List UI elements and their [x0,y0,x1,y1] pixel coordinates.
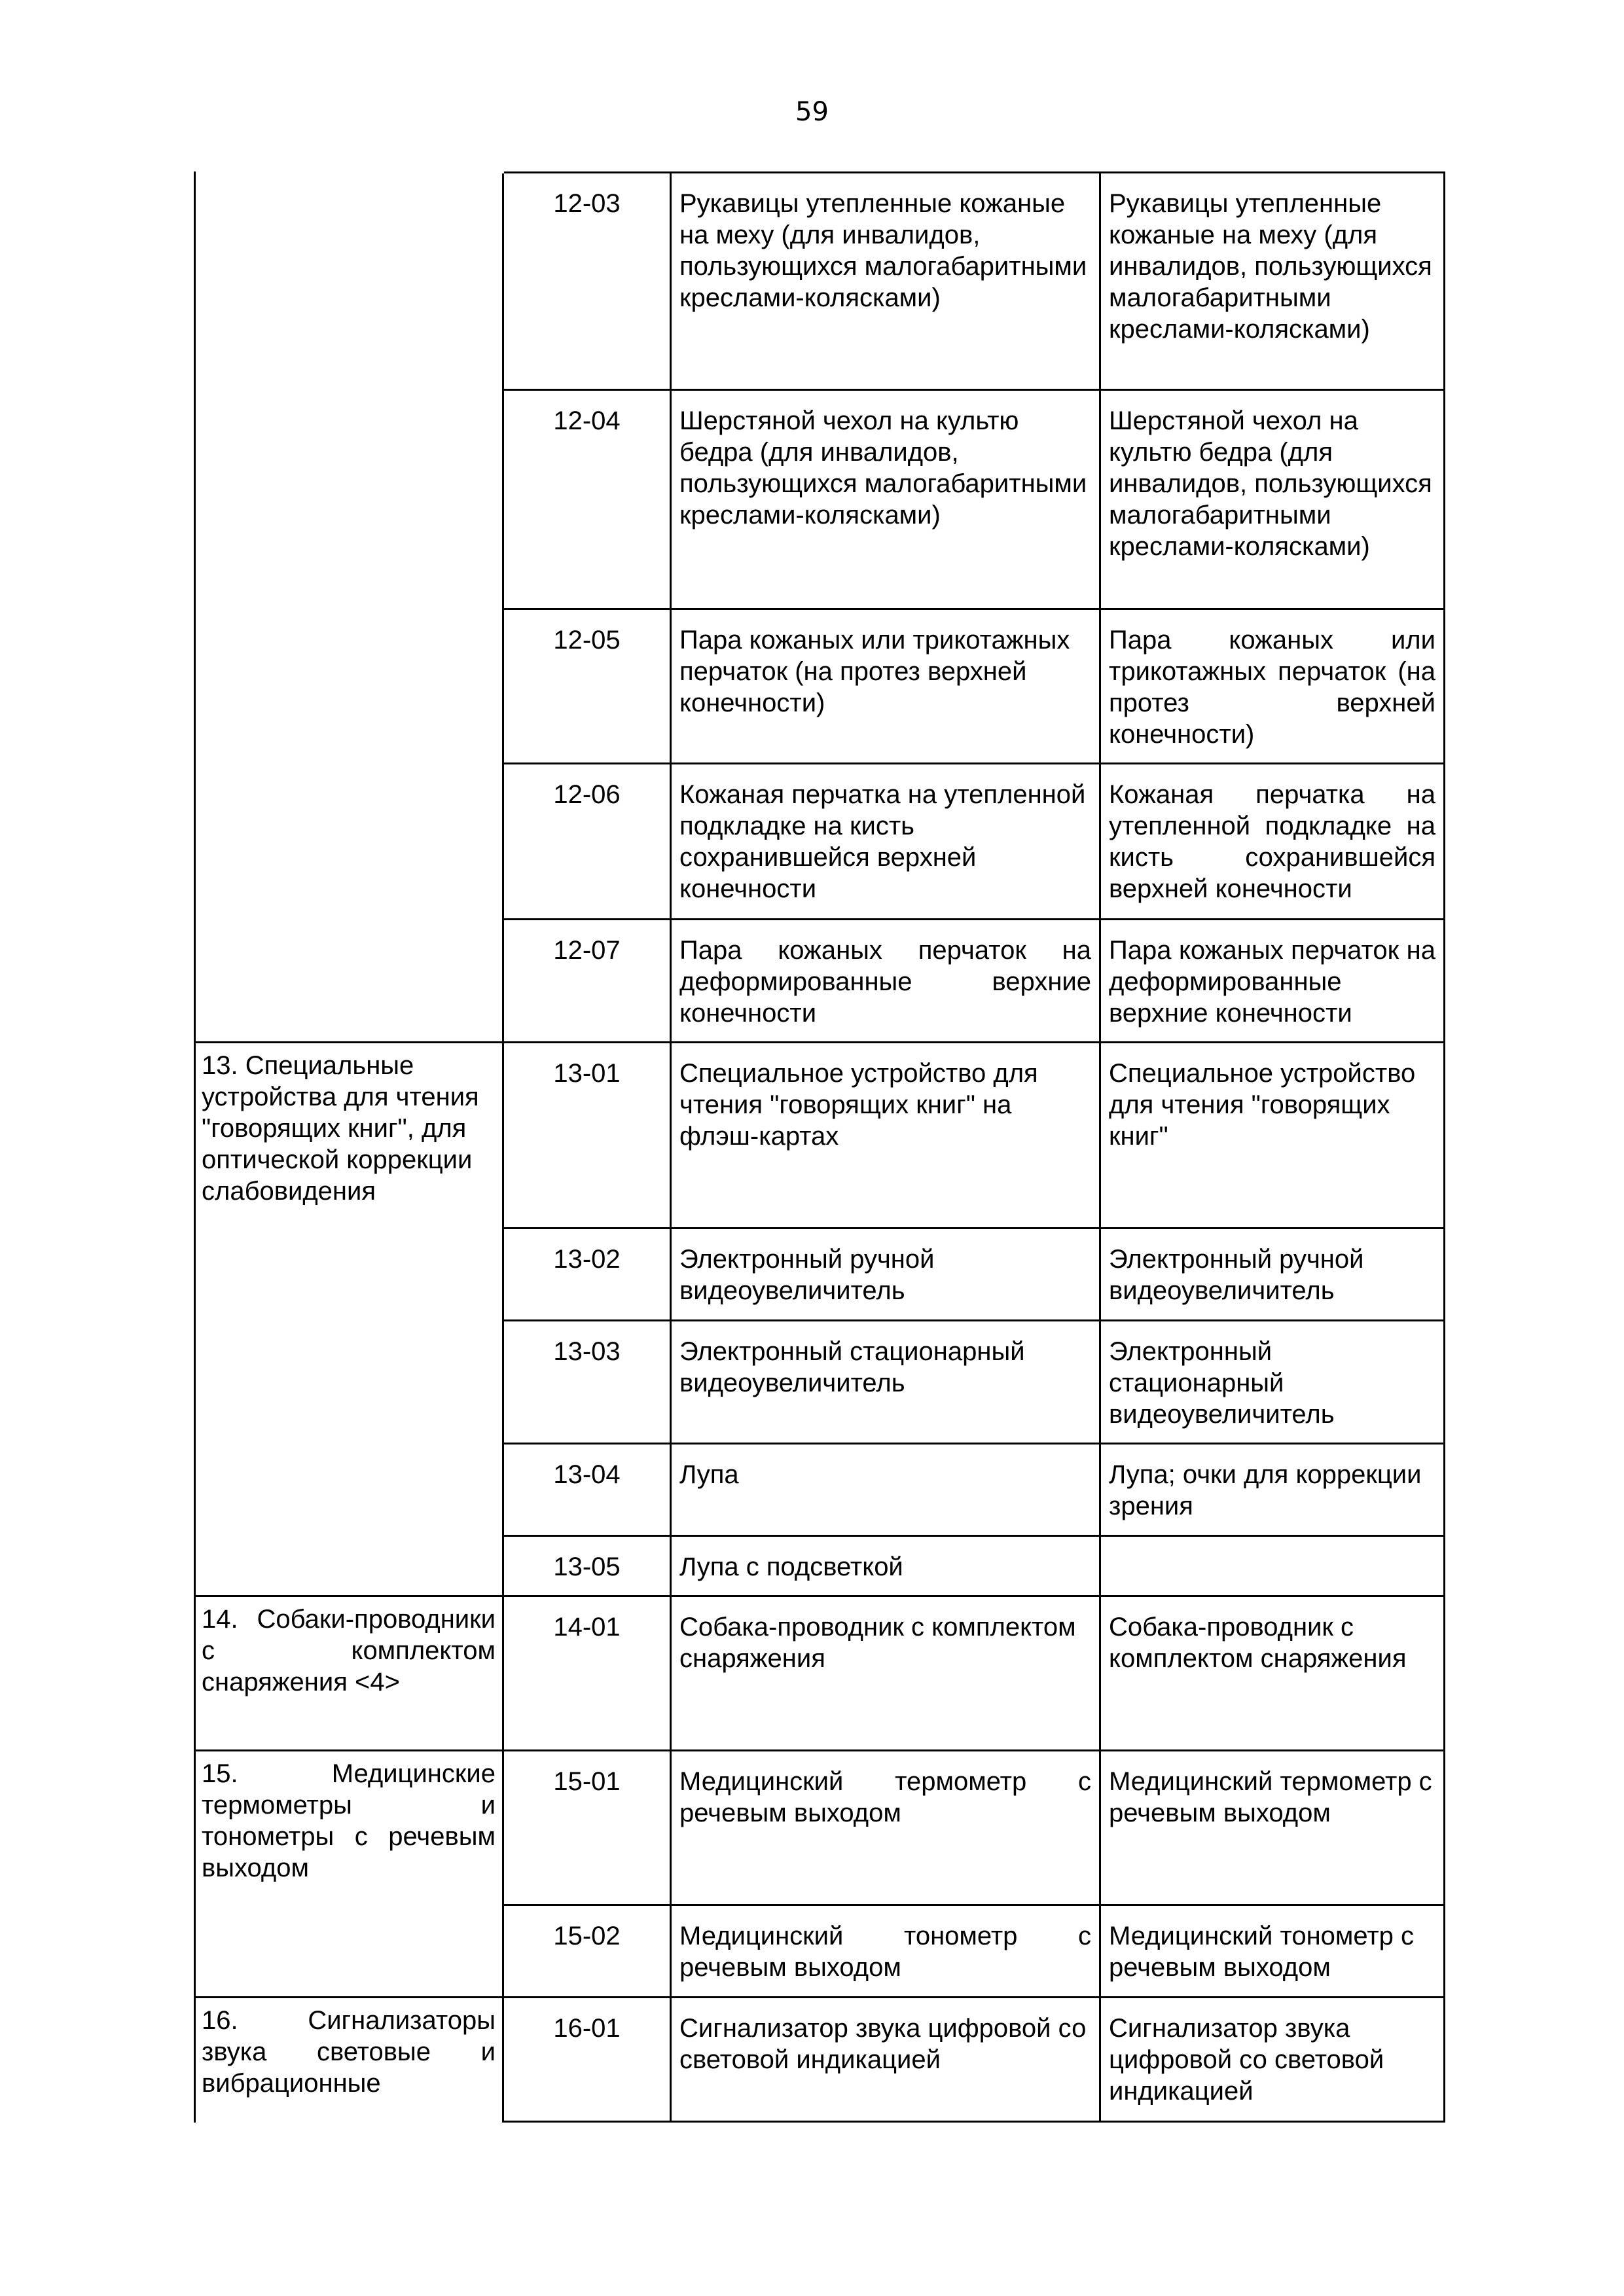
name-cell: Рукавицы утепленные кожаные на меху (для инвалидов, пользующихся малогабаритными креслами-колясками) [672,173,1101,391]
code-cell: 12-07 [504,920,672,1043]
name-cell: Электронный стационарный видеоувеличитель [672,1321,1101,1444]
alt-name-cell [1101,1537,1445,1597]
category-cell-12 [194,173,504,1043]
page-number: 59 [795,97,829,127]
code-cell: 13-04 [504,1444,672,1537]
alt-name-cell: Собака-проводник с комплектом снаряжения [1101,1597,1445,1751]
alt-name-cell: Медицинский термометр с речевым выходом [1101,1751,1445,1906]
alt-name-cell: Шерстяной чехол на культю бедра (для инвалидов, пользующихся малогабаритными креслами-колясками) [1101,391,1445,610]
name-cell: Лупа с подсветкой [672,1537,1101,1597]
name-cell: Специальное устройство для чтения "говорящих книг" на флэш-картах [672,1043,1101,1229]
name-cell: Медицинский тонометр с речевым выходом [672,1906,1101,1998]
code-cell: 16-01 [504,1998,672,2123]
name-cell: Лупа [672,1444,1101,1537]
rehabilitation-means-table [194,171,1445,2123]
category-cell-16: 16. Сигнализаторы звука световые и вибрационные [194,1998,504,2123]
code-cell: 12-03 [504,173,672,391]
name-cell: Пара кожаных перчаток на деформированные верхние конечности [672,920,1101,1043]
code-cell: 13-01 [504,1043,672,1229]
name-cell: Шерстяной чехол на культю бедра (для инвалидов, пользующихся малогабаритными креслами-колясками) [672,391,1101,610]
name-cell: Медицинский термометр с речевым выходом [672,1751,1101,1906]
alt-name-cell: Электронный стационарный видеоувеличитель [1101,1321,1445,1444]
code-cell: 13-05 [504,1537,672,1597]
table-top-border [504,171,1445,173]
alt-name-cell: Специальное устройство для чтения "говорящих книг" [1101,1043,1445,1229]
code-cell: 15-02 [504,1906,672,1998]
category-cell-13: 13. Специальные устройства для чтения "говорящих книг", для оптической коррекции слабовидения [194,1041,504,1597]
alt-name-cell: Пара кожаных перчаток на деформированные верхние конечности [1101,920,1445,1043]
table-left-border [194,171,196,2123]
code-cell: 12-04 [504,391,672,610]
alt-name-cell: Кожаная перчатка на утепленной подкладке на кисть сохранившейся верхней конечности [1101,764,1445,920]
code-cell: 13-03 [504,1321,672,1444]
table-grid [194,173,1445,2123]
category-cell-15: 15. Медицинские термометры и тонометры с речевым выходом [194,1751,504,1998]
alt-name-cell: Лупа; очки для коррекции зрения [1101,1444,1445,1537]
alt-name-cell: Электронный ручной видеоувеличитель [1101,1229,1445,1321]
name-cell: Сигнализатор звука цифровой со световой индикацией [672,1998,1101,2123]
name-cell: Пара кожаных или трикотажных перчаток (на протез верхней конечности) [672,610,1101,764]
name-cell: Кожаная перчатка на утепленной подкладке на кисть сохранившейся верхней конечности [672,764,1101,920]
code-cell: 13-02 [504,1229,672,1321]
code-cell: 14-01 [504,1597,672,1751]
code-cell: 12-05 [504,610,672,764]
category-cell-14: 14. Собаки-проводники с комплектом снаряжения <4> [194,1597,504,1751]
code-cell: 12-06 [504,764,672,920]
name-cell: Собака-проводник с комплектом снаряжения [672,1597,1101,1751]
alt-name-cell: Пара кожаных или трикотажных перчаток (на протез верхней конечности) [1101,610,1445,764]
alt-name-cell: Медицинский тонометр с речевым выходом [1101,1906,1445,1998]
code-cell: 15-01 [504,1751,672,1906]
name-cell: Электронный ручной видеоувеличитель [672,1229,1101,1321]
alt-name-cell: Сигнализатор звука цифровой со световой индикацией [1101,1998,1445,2123]
alt-name-cell: Рукавицы утепленные кожаные на меху (для инвалидов, пользующихся малогабаритными креслами-колясками) [1101,173,1445,391]
